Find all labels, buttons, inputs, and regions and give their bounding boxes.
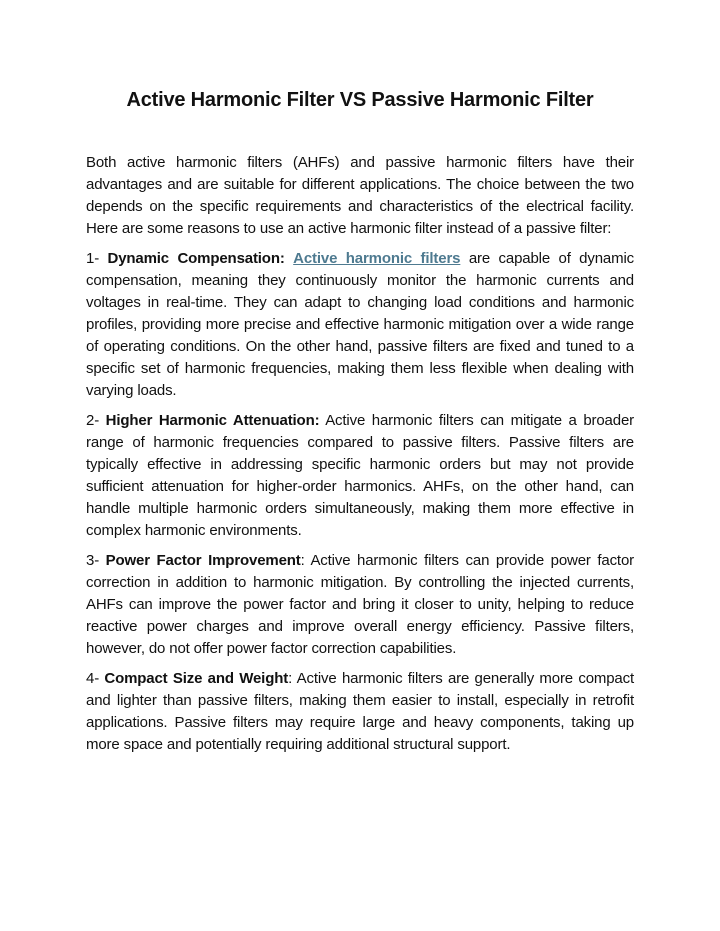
point-heading: Dynamic Compensation: [107,250,285,267]
point-power-factor-improvement [86,550,634,660]
point-heading: Compact Size and Weight [104,670,289,687]
point-number: 3- [86,552,106,569]
document-title: Active Harmonic Filter VS Passive Harmonic Filter [126,89,594,111]
point-heading: Higher Harmonic Attenuation: [105,412,320,429]
point-number: 4- [86,670,105,687]
point-compact-size-and-weight [86,668,634,756]
active-harmonic-filters-link[interactable]: Active harmonic filters [293,250,461,267]
point-body: are capable of dynamic compensation, meaning they continuously monitor the harmonic currents and voltages in real-time. They can adapt to changing load conditions and harmonic profiles, providing more precise and effective harmonic mitigation over a wide range of operating conditions. On the other hand, passive filters are fixed and tuned to a specific set of harmonic frequencies, making them less flexible when dealing with varying loads. [86,250,634,399]
point-number: 1- [86,250,108,267]
intro-paragraph: Both active harmonic filters (AHFs) and passive harmonic filters have their advantages and are suitable for different applications. The choice between the two depends on the specific requirements and characteristics of the electrical facility. Here are some reasons to use an active harmonic filter instead of a passive filter: [86,154,634,237]
point-body: : Active harmonic filters can provide power factor correction in addition to harmonic mitigation. By controlling the injected currents, AHFs can improve the power factor and bring it closer to unity, helping to reduce reactive power charges and improve overall energy efficiency. Passive filters, however, do not offer power factor correction capabilities. [86,552,634,657]
point-body: : Active harmonic filters are generally more compact and lighter than passive filters, making them easier to install, especially in retrofit applications. Passive filters may require large and heavy components, taking up more space and potentially requiring additional structural support. [86,670,634,753]
point-heading: Power Factor Improvement [105,552,301,569]
document-body [86,152,634,756]
point-dynamic-compensation [86,248,634,402]
point-higher-harmonic-attenuation [86,410,634,542]
point-body: Active harmonic filters can mitigate a broader range of harmonic frequencies compared to passive filters. Passive filters are typically effective in addressing specific harmonic orders but may not provide sufficient attenuation for higher-order harmonics. AHFs, on the other hand, can handle multiple harmonic orders simultaneously, making them more effective in complex harmonic environments. [86,412,634,539]
point-number: 2- [86,412,106,429]
